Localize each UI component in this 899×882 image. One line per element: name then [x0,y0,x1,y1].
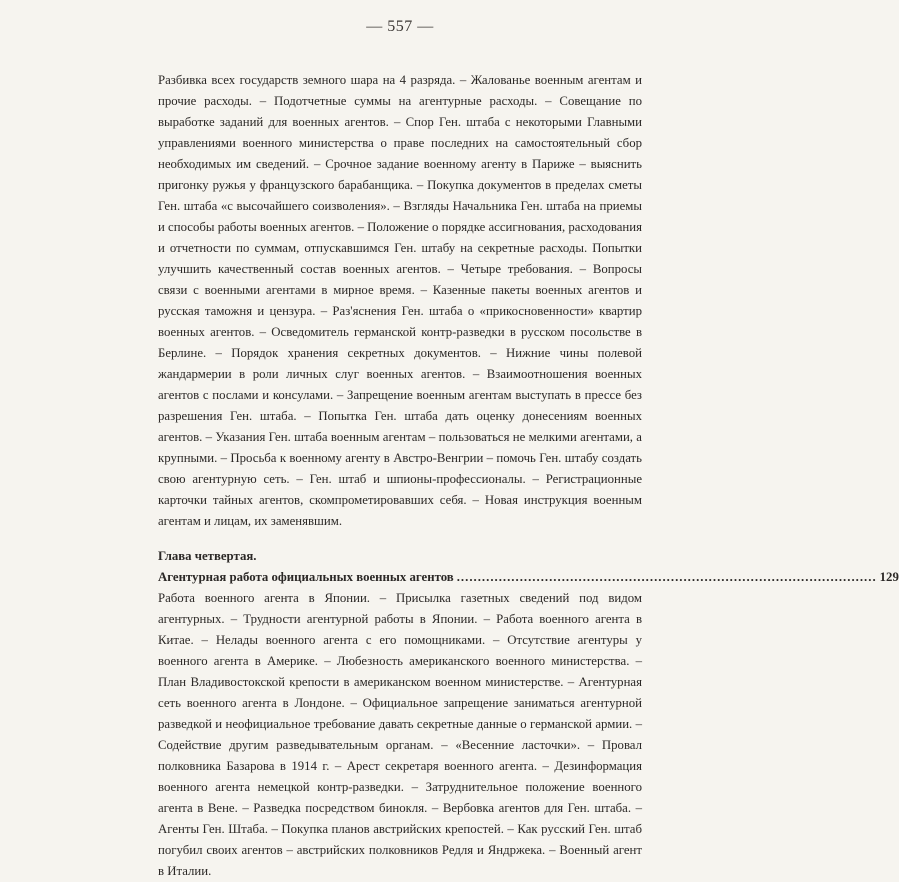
page-number: — 557 — [366,18,434,35]
toc-entry-chapter-four [158,567,899,588]
chapter-four-summary: Работа военного агента в Японии. – Присылка газетных сведений под видом агентурных. – Трудности агентурной работы в Японии. – Работа военного агента в Китае. – Нелады военного агента с его помощниками. – Отсутствие агентуры у военного агента в Америке. – Любезность американского военного министерства. – План Владивостокской крепости в американском военном министерстве. – Агентурная сеть военного агента в Лондоне. – Официальное запрещение заниматься агентурной разведкой и неофициальное требование давать секретные данные о германской армии. – Содействие другим разведывательным органам. – «Весенние ласточки». – Провал полковника Базарова в 1914 г. – Арест секретаря военного агента. – Дезинформация военного агента немецкой контр-разведки. – Затруднительное положение военного агента в Вене. – Разведка посредством бинокля. – Вербовка агентов для Ген. штаба. – Агенты Ген. Штаба. – Покупка планов австрийских крепостей. – Как русский Ген. штаб погубил своих агентов – австрийских полковников Редля и Яндржека. – Военный агент в Италии. [158,591,642,878]
chapter-title: Агентурная работа официальных военных агентов [158,570,454,584]
chapter-label: Глава четвертая. [158,549,257,563]
chapter-page-number: 129 [879,570,899,584]
dot-leader [457,567,877,588]
chapter-three-summary: Разбивка всех государств земного шара на 4 разряда. – Жалованье военным агентам и прочие расходы. – Подотчетные суммы на агентурные расходы. – Совещание по выработке заданий для военных агентов. – Спор Ген. штаба с некоторыми Главными управлениями военного министерства о праве последних на самостоятельный сбор необходимых им сведений. – Срочное задание военному агенту в Париже – выяснить пригонку ружья у французского барабанщика. – Покупка документов в пределах сметы Ген. штаба «с высочайшего соизволения». – Взгляды Начальника Ген. штаба на приемы и способы работы военных агентов. – Положение о порядке ассигнования, расходования и отчетности по суммам, отпускавшимся Ген. штабу на секретные расходы. Попытки улучшить качественный состав военных агентов. – Четыре требования. – Вопросы связи с военными агентами в мирное время. – Казенные пакеты военных агентов и русская таможня и цензура. – Раз'яснения Ген. штаба о «прикосновенности» квартир военных агентов. – Осведомитель германской контр-разведки в русском посольстве в Берлине. – Порядок хранения секретных документов. – Нижние чины полевой жандармерии в роли личных слуг военных агентов. – Взаимоотношения военных агентов с послами и консулами. – Запрещение военным агентам выступать в прессе без разрешения Ген. штаба. – Попытка Ген. штаба дать оценку донесениям военных агентов. – Указания Ген. штаба военным агентам – пользоваться не мелкими агентами, а крупными. – Просьба к военному агенту в Австро-Венгрии – помочь Ген. штабу создать свою агентурную сеть. – Ген. штаб и шпионы-профессионалы. – Регистрационные карточки тайных агентов, скомпрометировавших себя. – Новая инструкция военным агентам и лицам, их заменявшим. [158,73,642,528]
